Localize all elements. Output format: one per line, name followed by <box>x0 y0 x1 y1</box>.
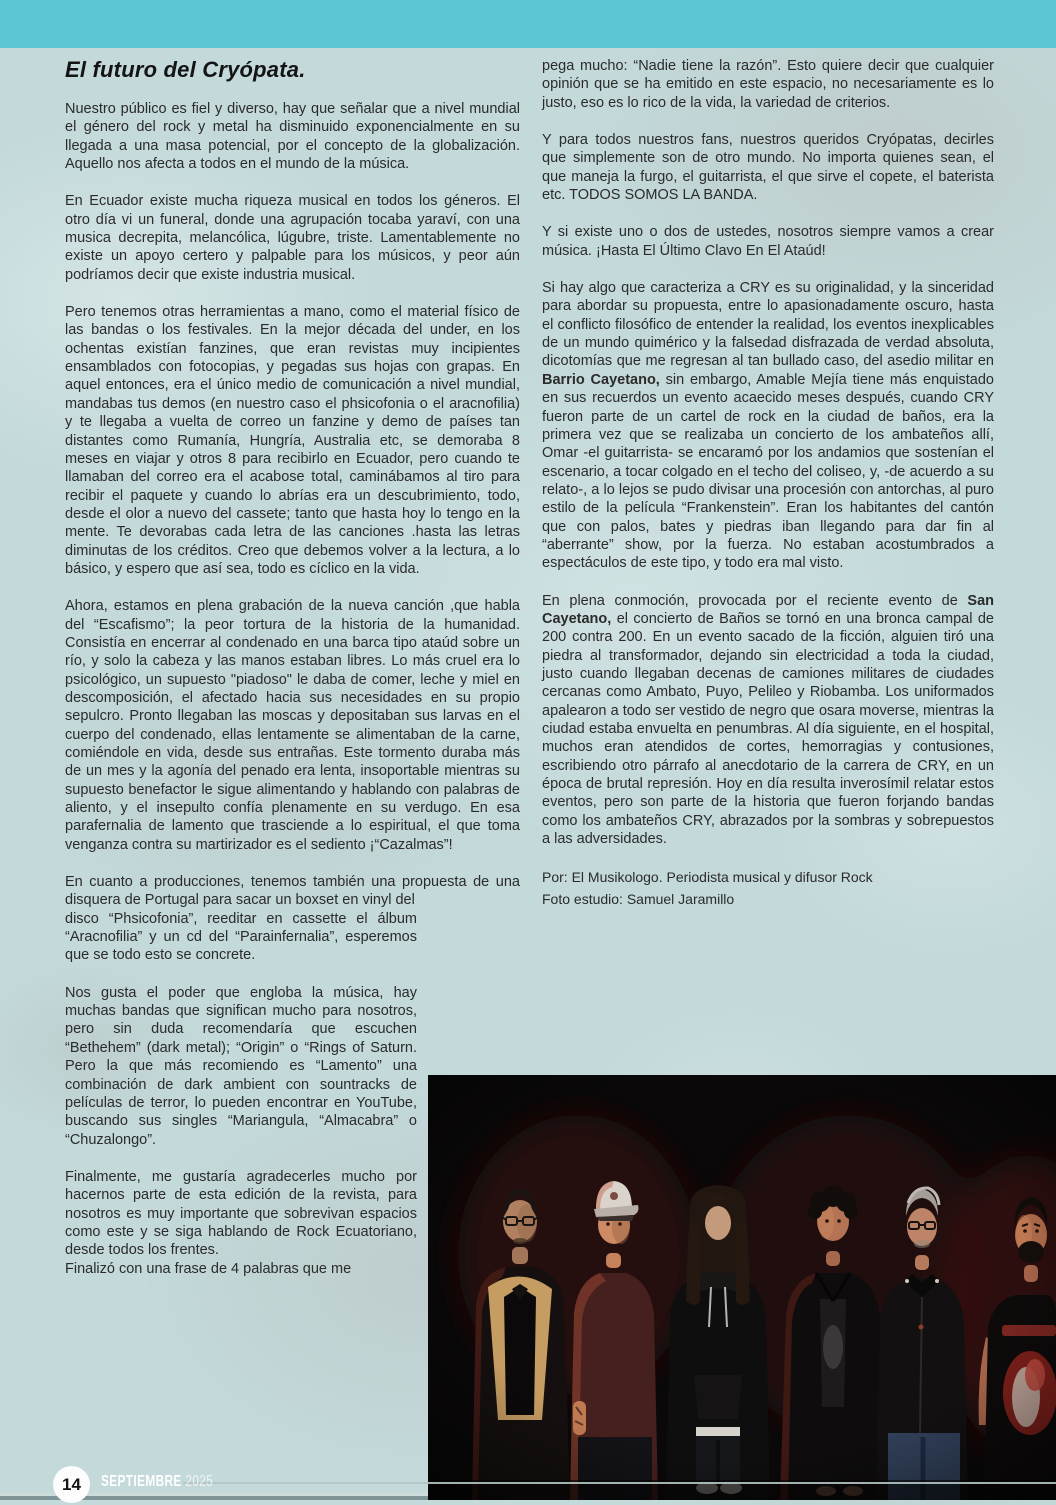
right-column <box>542 57 994 911</box>
paragraph: Foto estudio: Samuel Jaramillo <box>542 891 735 908</box>
paragraph: En Ecuador existe mucha riqueza musical en todos los géneros. El otro día vi un funeral, donde una agrupación tocaba yaraví, con una musica decrepita, melancólica, lúgubre, triste. Lamentablemente no existe un apoyo certero y palpable para los músicos, y peor aún podríamos decir que existe industria musical. <box>65 193 520 283</box>
issue-year: 2025 <box>185 1473 214 1490</box>
paragraph: Nuestro público es fiel y diverso, hay que señalar que a nivel mundial el género del rock y metal ha disminuido exponencialmente en su llegada a una masa potencial, por el concepto de la globalización. Aquello nos afecta a todos en el mundo de la música. <box>65 101 520 173</box>
paragraph: En cuanto a producciones, tenemos también una propuesta de una disquera de Portugal para sacar un boxset en vinyl del <box>65 874 520 909</box>
page-number-badge <box>53 1466 90 1503</box>
paragraph: Finalmente, me gustaría agradecerles mucho por hacernos parte de esta edición de la revista, para nosotros es muy importante que sobrevivan espacios como este y se siga hablando de Rock Ecuatoriano, desde todos los frentes. <box>65 1168 417 1259</box>
paragraph: Ahora, estamos en plena grabación de la nueva canción ,que habla del “Escafismo”; la peor tortura de la historia de la humanidad. Consistía en encerrar al condenado en una barca tipo ataúd sobre un río, y solo la cabeza y las manos estaban libres. Lo más cruel era lo psicológico, un supuesto "piadoso" le daba de comer, leche y miel en descomposición, el afectado hacia sus necesidades en su propio sepulcro. Pronto llegaban las moscas y depositaban sus larvas en el cuerpo del condenado, ellas lentamente se alimentaban de la carne, comiéndole en vida, desde sus entrañas. Este tormento duraba más de un mes y la agonía del penado era lenta, insoportable mientras su supuesto benefactor le sigue alimentando y hablando con palabras de aliento, y el insepulto confía plenamente en su verdugo. En esa parafernalia de lamento que trasciende a lo espiritual, el que toma venganza contra su martirizador es el sediento ¡“Cazalmas”! <box>65 598 520 853</box>
byline <box>542 867 994 909</box>
paragraph: Y si existe uno o dos de ustedes, nosotros siempre vamos a crear música. ¡Hasta El Último Clavo En El Ataúd! <box>542 224 994 259</box>
issue-date <box>101 1473 213 1491</box>
footer-rule <box>183 1482 1056 1484</box>
page-number: 14 <box>62 1474 81 1494</box>
paragraph: Por: El Musikologo. Periodista musical y difusor Rock <box>542 869 873 886</box>
band-photo <box>428 1075 1056 1500</box>
article-title: El futuro del Cryópata. <box>65 57 306 82</box>
paragraph: Si hay algo que caracteriza a CRY es su originalidad, y la sinceridad para abordar su propuesta, entre lo apasionadamente oscuro, hasta el conflicto filosófico de entender la realidad, los eventos inexplicables de un mundo quimérico y la falsedad disfrazada de verdad absoluta, dicotomías que me regresan al tan bullado caso, del asedio militar en Barrio Cayetano, sin embargo, Amable Mejía tiene más enquistado en sus recuerdos un evento acaecido meses después, cuando CRY fueron parte de un cartel de rock en la ciudad de baños, era la primera vez que se realizaba un concierto de los ambateños allí, Omar -el guitarrista- se encaramó por los andamios que sostenían el escenario, a tocar colgado en el techo del coliseo, y, -de acuerdo a su relato-, a lo lejos se pudo divisar una procesión con antorchas, al puro estilo de la película “Frankenstein”. Eran los habitantes del cantón que con palos, bates y piedras iban llegando para dar fin al “aberrante” show, por la fuerza. No estaban acostumbrados a espectáculos de este tipo, y todo era mal visto. <box>542 280 994 572</box>
issue-month: SEPTIEMBRE <box>101 1473 182 1490</box>
paragraph: pega mucho: “Nadie tiene la razón”. Esto quiere decir que cualquier opinión que se ha emitido en este espacio, no necesariamente es lo justo, eso es lo rico de la vida, la variedad de criterios. <box>542 58 994 111</box>
band-photo-illustration <box>428 1075 1056 1500</box>
paragraph: disco “Phsicofonia”, reeditar en cassette el álbum “Aracnofilia” y un cd del “Parainfernalia”, esperemos que se todo esto se concrete. <box>65 910 417 964</box>
paragraph: Pero tenemos otras herramientas a mano, como el material físico de las bandas o los festivales. En la mejor década del under, en los ochentas existían fanzines, que eran revistas muy incipientes ensamblados con fotocopias, y pegadas sus hojas con grapas. En aquel entonces, era el único medio de comunicación a nivel mundial, mandabas tus demos (en nuestro caso el phsicofonia o el aracnofilia) y te llegaba a vuelta de correo un fanzine y demo de países tan distantes como Rumanía, Hungría, Australia etc, se demoraba 8 meses en viajar y otros 8 para recibirlo en Ecuador, pero cuando te llamaban del correo era el acabose total, caminábamos al tiro para recibir el paquete y cuando lo abrías era un descubrimiento, todo, desde el olor a nuevo del cassete; tanto que hasta hoy lo tengo en la mente. Te devorabas cada letra de las canciones .hasta las letras diminutas de los créditos. Creo que debemos volver a la lectura, a lo básico, y espero que así sea, todo es cíclico en la vida. <box>65 304 520 577</box>
paragraph: Y para todos nuestros fans, nuestros queridos Cryópatas, decirles que simplemente son de otro mundo. No importa quienes sean, el que maneja la furgo, el guitarrista, el que sirve el copete, el baterista etc. TODOS SOMOS LA BANDA. <box>542 132 994 204</box>
top-color-bar <box>0 0 1056 48</box>
paragraph: Finalizó con una frase de 4 palabras que me <box>65 1260 352 1277</box>
paragraph: En plena conmoción, provocada por el reciente evento de San Cayetano, el concierto de Baños se tornó en una bronca campal de 200 contra 200. En un evento sacado de la ficción, alguien tiró una piedra al transformador, dejando sin electricidad a toda la ciudad, justo cuando llegaban decenas de camiones militares de ciudades cercanas como Ambato, Puyo, Pelileo y Riobamba. Los uniformados apalearon a todo ser vestido de negro que osara moverse, mientras la ciudad estaba envuelta en penumbras. Al día siguiente, en el hospital, muchos eran atendidos de cortes, hemorragias y contusiones, escribiendo otro párrafo al anecdotario de la carrera de CRY, en un época de brutal represión. Hoy en día resulta inverosímil relatar estos eventos, pero son parte de la historia que fueron forjando bandas como los ambateños CRY, abrazados por la sombras y sobrepuestos a las adversidades. <box>542 592 994 848</box>
right-column-paragraphs <box>542 57 994 848</box>
paragraph: Nos gusta el poder que engloba la música, hay muchas bandas que significan mucho para nosotros, pero sin duda recomendaría que escuchen “Bethehem” (dark metal); “Origin” o “Rings of Saturn. Pero la que más recomiendo es “Lamento” una combinación de dark ambient con sountracks de películas de terror, lo pueden encontrar en YouTube, buscando sus singles “Mariangula, “Almacabra” o “Chuzalongo”. <box>65 984 417 1148</box>
